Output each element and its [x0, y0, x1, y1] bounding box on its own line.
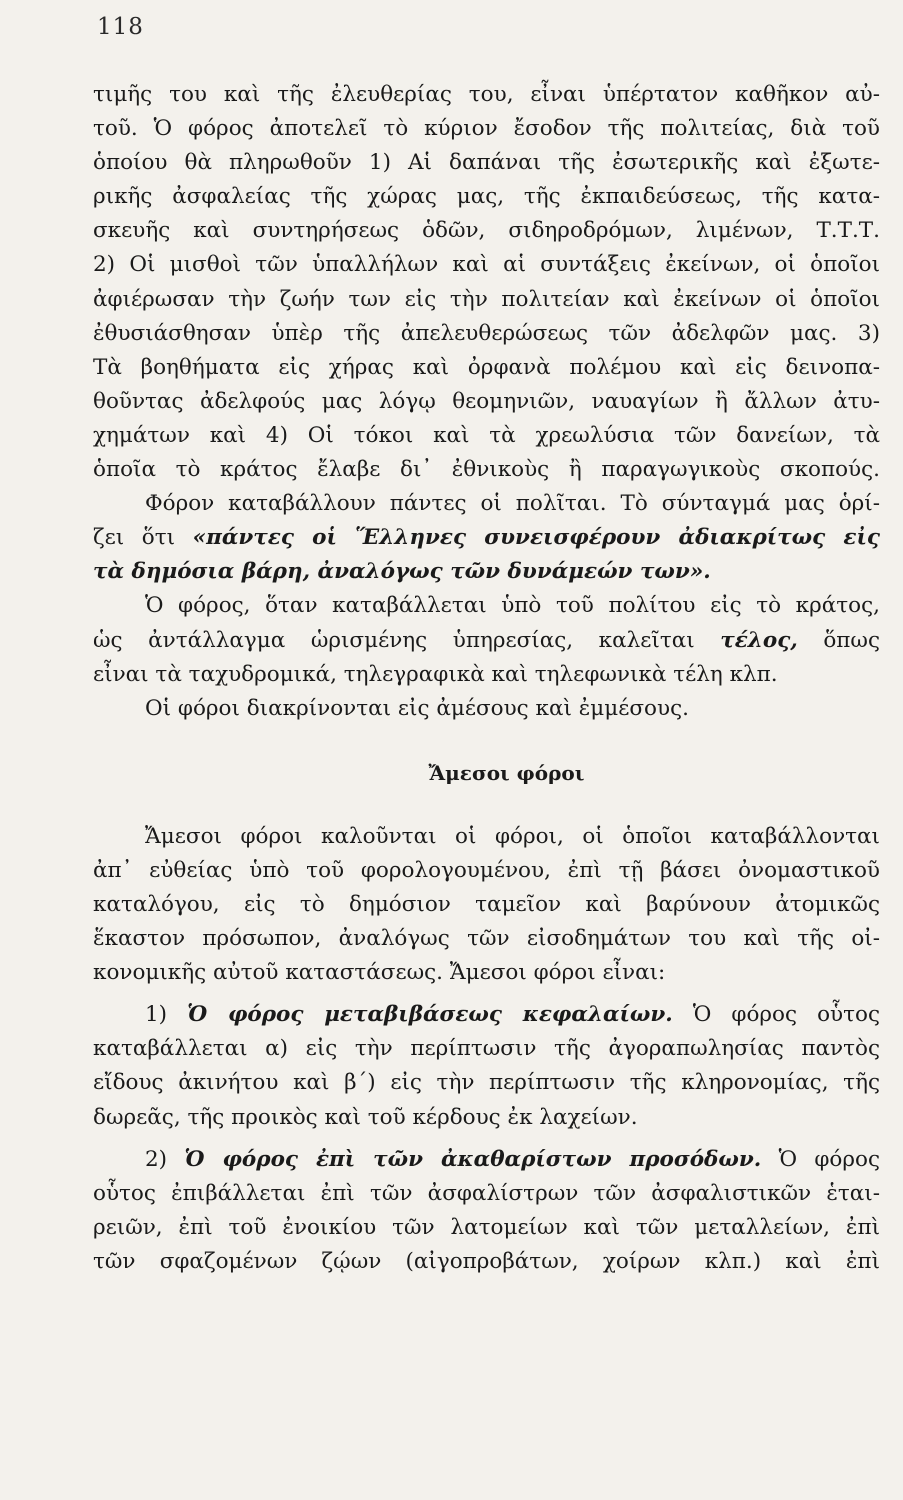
text-line	[93, 1143, 880, 1177]
text-line: χημάτων καὶ 4) Οἱ τόκοι καὶ τὰ χρεωλύσια τῶν δανείων, τὰ	[93, 422, 880, 448]
paragraph-5	[93, 820, 880, 990]
spacer	[93, 1135, 880, 1143]
text-line: ἐθυσιάσθησαν ὑπὲρ τῆς ἀπελευθερώσεως τῶν ἀδελφῶν μας. 3)	[93, 320, 880, 346]
text-span: ὡς ἀντάλλαγμα ὡρισμένης ὑπηρεσίας, καλεῖται	[93, 627, 721, 653]
text-span: ὅπως	[797, 627, 880, 653]
text-line: δωρεᾶς, τῆς προικὸς καὶ τοῦ κέρδους ἐκ λαχείων.	[93, 1104, 638, 1130]
text-line	[93, 521, 880, 555]
text-span: ζει ὅτι	[93, 525, 193, 551]
text-line	[93, 624, 880, 658]
spacer	[93, 790, 880, 820]
body-text	[93, 78, 880, 1279]
text-line: εἴδους ἀκινήτου καὶ β΄) εἰς τὴν περίπτωσιν τῆς κληρονομίας, τῆς	[93, 1070, 880, 1096]
text-line: ἀπ᾽ εὐθείας ὑπὸ τοῦ φορολογουμένου, ἐπὶ τῇ βάσει ὀνομαστικοῦ	[93, 857, 880, 883]
text-line: ὁποῖα τὸ κράτος ἔλαβε δι᾽ ἐθνικοὺς ἢ παραγωγικοὺς σκοπούς.	[93, 457, 880, 483]
text-line: τοῦ. Ὁ φόρος ἀποτελεῖ τὸ κύριον ἔσοδον τῆς πολιτείας, διὰ τοῦ	[93, 116, 880, 142]
text-line: σκευῆς καὶ συντηρήσεως ὁδῶν, σιδηροδρόμων, λιμένων, Τ.Τ.Τ.	[93, 218, 880, 244]
text-line: ρειῶν, ἐπὶ τοῦ ἐνοικίου τῶν λατομείων καὶ τῶν μεταλλείων, ἐπὶ	[93, 1214, 880, 1240]
text-line: τῶν σφαζομένων ζῴων (αἰγοπροβάτων, χοίρων κλπ.) καὶ ἐπὶ	[93, 1248, 880, 1274]
term-emphasis: τέλος,	[720, 627, 798, 653]
paragraph-3	[93, 589, 880, 691]
text-line: οὗτος ἐπιβάλλεται ἐπὶ τῶν ἀσφαλίστρων τῶν ἀσφαλιστικῶν ἑται-	[93, 1180, 880, 1206]
section-heading: Ἄμεσοι φόροι	[428, 760, 585, 785]
item-number: 1)	[145, 1002, 188, 1028]
text-line: θοῦντας ἀδελφούς μας λόγῳ θεομηνιῶν, ναυαγίων ἢ ἄλλων ἀτυ-	[93, 388, 880, 414]
quote-emphasis: «πάντες οἱ Ἕλληνες συνεισφέρουν ἀδιακρίτως εἰς	[192, 525, 880, 551]
text-span: Ὁ φόρος οὗτος	[672, 1002, 880, 1028]
text-span: Ὁ φόρος	[761, 1146, 880, 1172]
text-line: Ἄμεσοι φόροι καλοῦνται οἱ φόροι, οἱ ὁποῖοι καταβάλλονται	[145, 823, 880, 849]
text-line: τιμῆς του καὶ τῆς ἐλευθερίας του, εἶναι ὑπέρτατον καθῆκον αὐ-	[93, 82, 880, 107]
text-line: εἶναι τὰ ταχυδρομικά, τηλεγραφικὰ καὶ τηλεφωνικὰ τέλη κλπ.	[93, 661, 778, 687]
text-line	[93, 998, 880, 1032]
text-line: κονομικῆς αὐτοῦ καταστάσεως. Ἄμεσοι φόροι εἶναι:	[93, 960, 666, 986]
spacer	[93, 726, 880, 756]
text-line: καταλόγου, εἰς τὸ δημόσιον ταμεῖον καὶ βαρύνουν ἀτομικῶς	[93, 891, 880, 917]
text-line: καταβάλλεται α) εἰς τὴν περίπτωσιν τῆς ἀγοραπωλησίας παντὸς	[93, 1036, 880, 1062]
text-line: ρικῆς ἀσφαλείας τῆς χώρας μας, τῆς ἐκπαιδεύσεως, τῆς κατα-	[93, 184, 880, 210]
item-number: 2)	[145, 1146, 185, 1172]
paragraph-2	[93, 487, 880, 589]
text-line: Φόρον καταβάλλουν πάντες οἱ πολῖται. Τὸ σύνταγμά μας ὁρί-	[145, 491, 880, 517]
text-line: ἀφιέρωσαν τὴν ζωήν των εἰς τὴν πολιτείαν καὶ ἐκείνων οἱ ὁποῖοι	[93, 286, 880, 312]
list-item-2	[93, 1143, 880, 1279]
text-line: Ὁ φόρος, ὅταν καταβάλλεται ὑπὸ τοῦ πολίτου εἰς τὸ κράτος,	[145, 593, 880, 619]
paragraph-1	[93, 78, 880, 487]
item-title: Ὁ φόρος μεταβιβάσεως κεφαλαίων.	[187, 1002, 673, 1028]
list-item-1	[93, 998, 880, 1134]
text-line	[93, 555, 880, 589]
text-line: 2) Οἱ μισθοὶ τῶν ὑπαλλήλων καὶ αἱ συντάξεις ἐκείνων, οἱ ὁποῖοι	[93, 252, 880, 278]
spacer	[93, 990, 880, 998]
text-line: ἕκαστον πρόσωπον, ἀναλόγως τῶν εἰσοδημάτων του καὶ τῆς οἰ-	[93, 926, 880, 952]
page-number: 118	[97, 14, 144, 40]
text-line: Τὰ βοηθήματα εἰς χήρας καὶ ὀρφανὰ πολέμου καὶ εἰς δεινοπα-	[93, 354, 880, 380]
item-title: Ὁ φόρος ἐπὶ τῶν ἀκαθαρίστων προσόδων.	[184, 1146, 762, 1172]
quote-emphasis: τὰ δημόσια βάρη, ἀναλόγως τῶν δυνάμεών των».	[93, 559, 711, 585]
paragraph-4: Οἱ φόροι διακρίνονται εἰς ἀμέσους καὶ ἐμμέσους.	[145, 695, 689, 721]
text-line: ὁποίου θὰ πληρωθοῦν 1) Αἱ δαπάναι τῆς ἐσωτερικῆς καὶ ἐξωτε-	[93, 150, 880, 176]
